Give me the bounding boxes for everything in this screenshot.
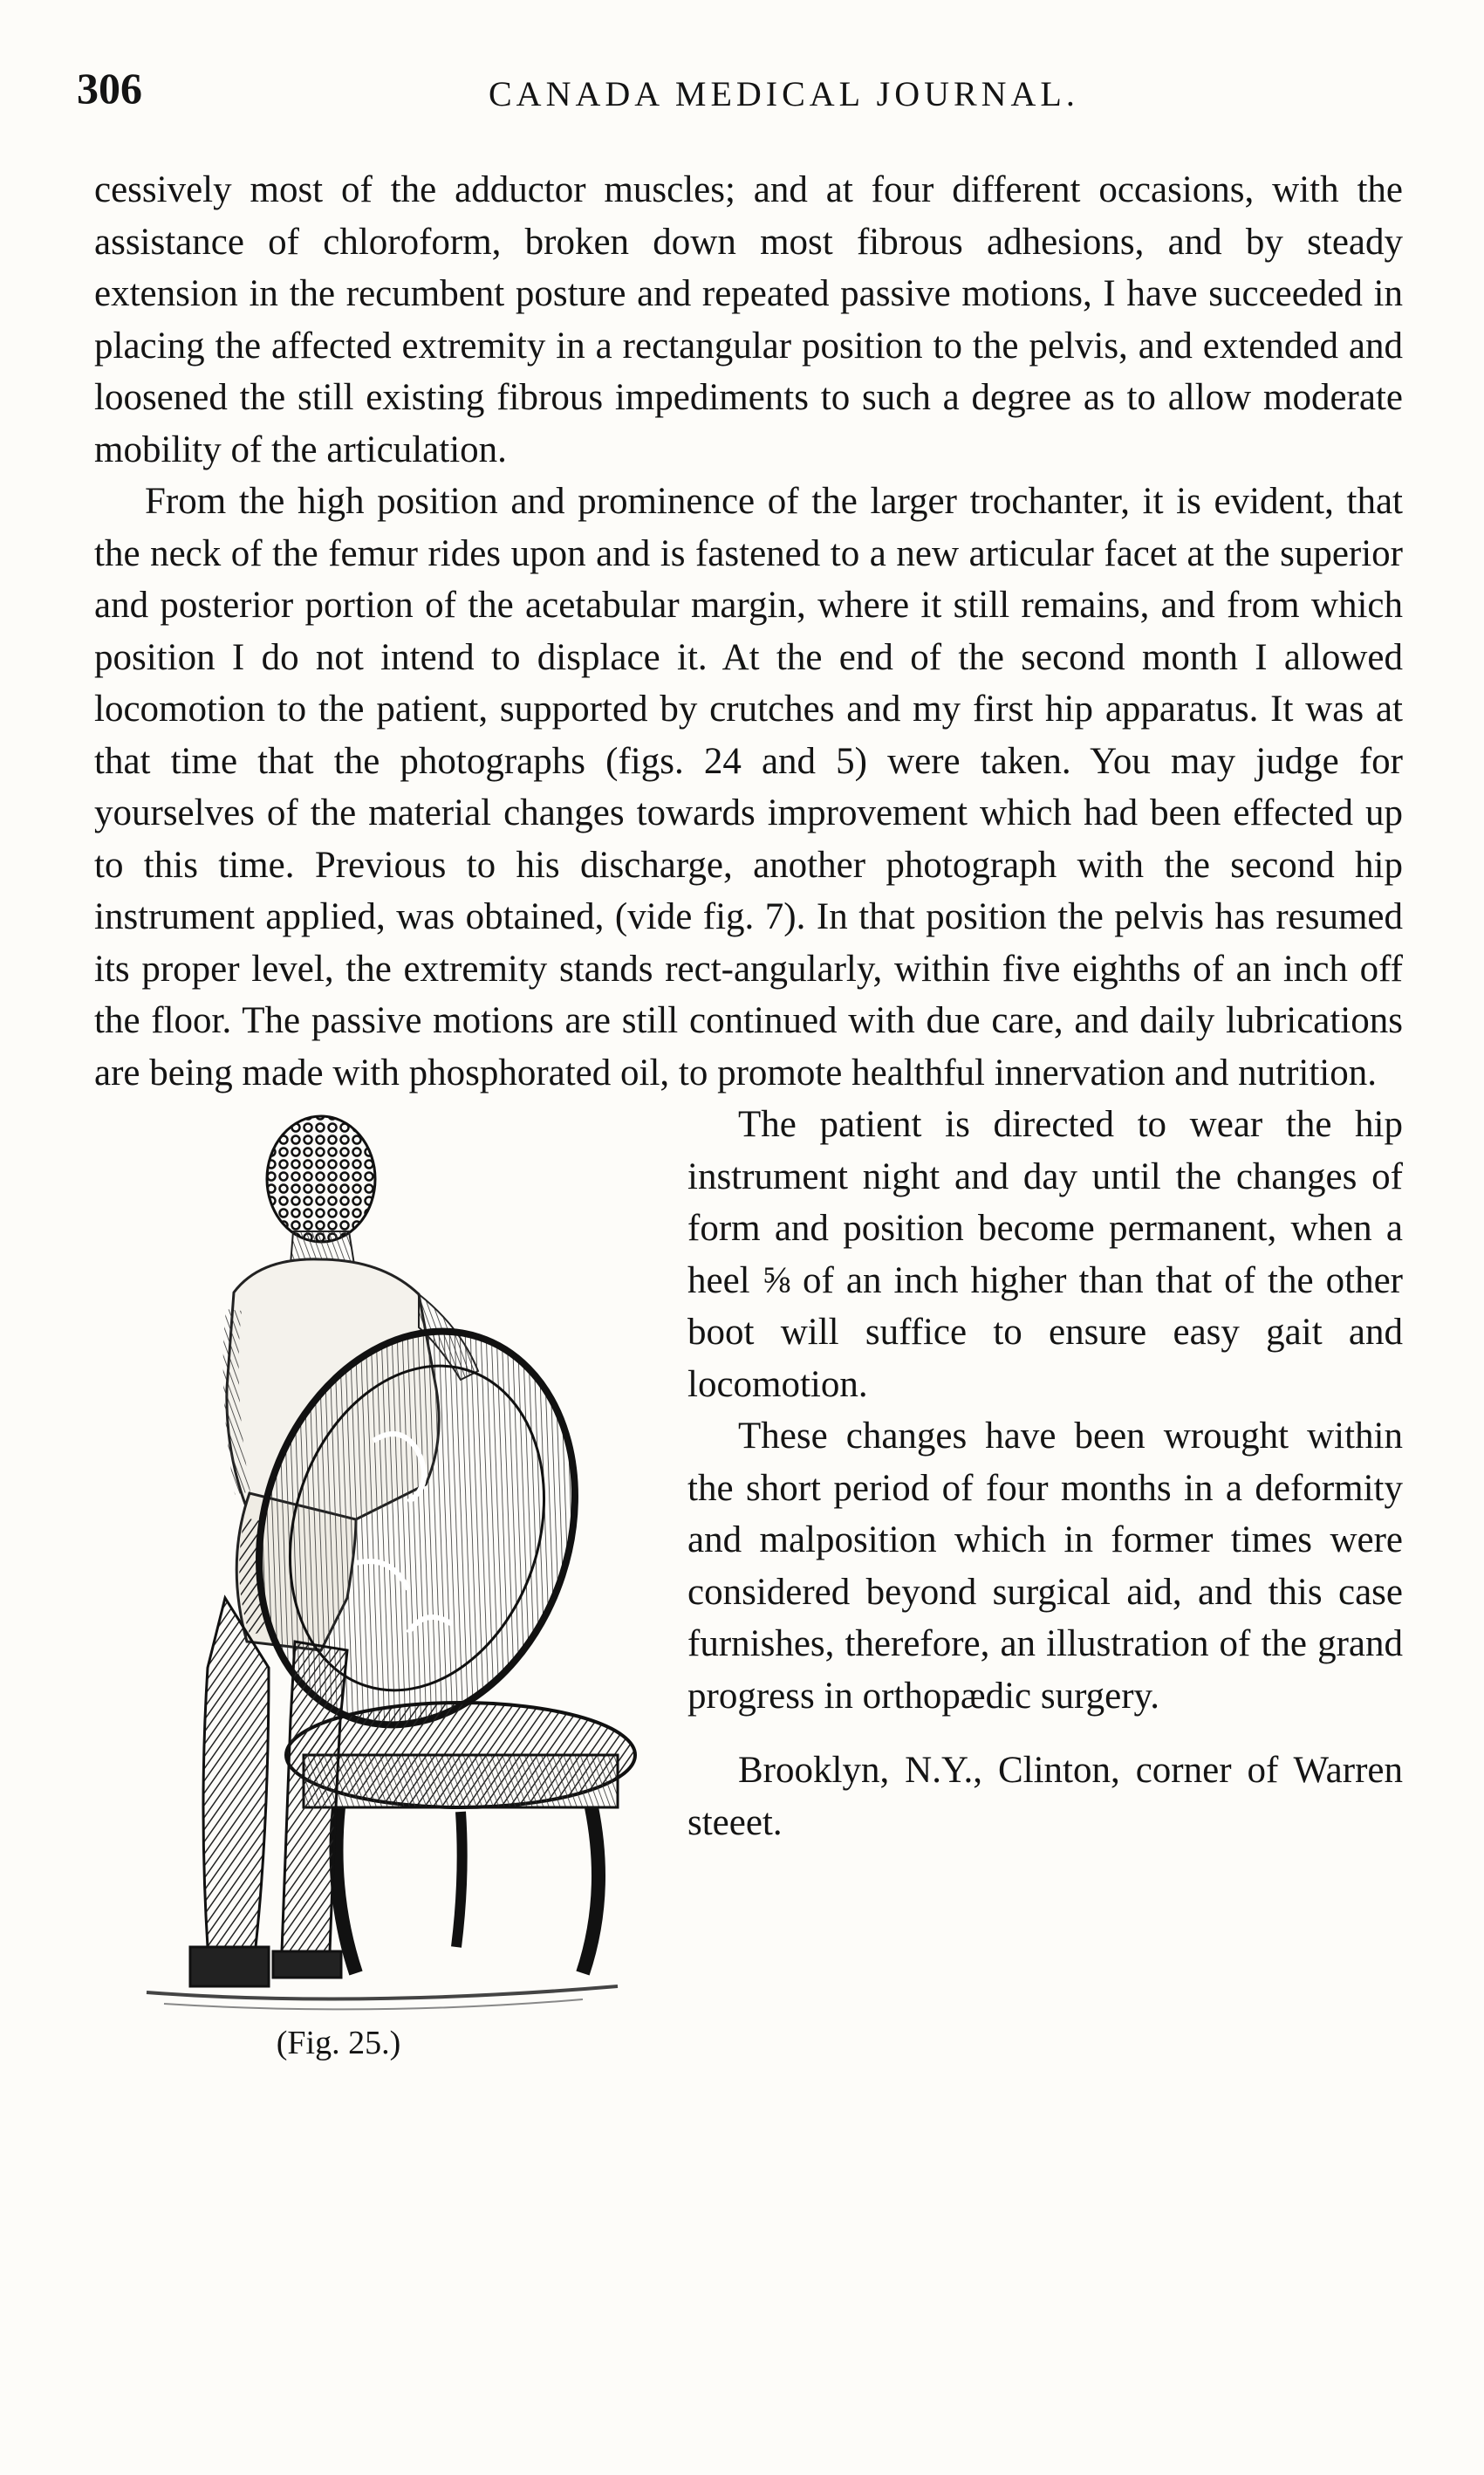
paragraph-2 [94, 476, 1403, 1099]
paragraph-1: cessively most of the adductor muscles; and at four different occasions, with the assistance of chloroform, broken down most fibrous adhesions, and by steady extension in the recumbent posture and repeated passive motions, I have succeeded in placing the affected extremity in a rectangular position to the pelvis, and extended and loosened the still existing fibrous impediments to such a degree as to allow moderate mobility of the articulation. [94, 169, 1403, 470]
figure-caption: (Fig. 25.) [276, 2024, 401, 2061]
paragraph-2-text: From the high position and prominence of the larger trochanter, it is evident, that the neck of the femur rides upon and is fastened to a new articular facet at the superior and posterior portion of the acetabular margin, where it still remains, and from which position I do not intend to displace it. At the end of the second month I allowed locomotion to the patient, supported by crutches and my first hip apparatus. It was at that time that the photographs (figs. 24 and 5) were taken. You may judge for yourselves of the material changes towards improvement which had been effected up to this time. Previous to his discharge, another photograph with the second hip instrument applied, was obtained, (vide fig. 7). In that position the pelvis has resumed its proper level, the extremity stands rect-angularly, within five eighths of an inch off the floor. The passive motions are still continued with due care, and daily lubrications are being made with phosphorated oil, to promote healthful innervation and nutrition. [94, 481, 1403, 1094]
paragraph-3: The patient is directed to wear the hip instrument night and day until the changes of form and position become permanent, when a heel ⅝ of an inch higher than that of the other boot will suffice to ensure easy gait and locomotion. [687, 1104, 1403, 1405]
page-number: 306 [77, 64, 142, 113]
patient-engraving-icon [94, 1109, 661, 2017]
paragraph-4: These changes have been wrought within the short period of four months in a deformity and malposition which in former times were considered beyond surgical aid, and this case furnishes, therefore, an illustration of the grand progress in orthopædic surgery. [687, 1416, 1403, 1717]
journal-title: CANADA MEDICAL JOURNAL. [489, 74, 1079, 113]
author-address: Brooklyn, N.Y., Clinton, corner of Warren steeet. [687, 1750, 1403, 1843]
article-body [94, 164, 1403, 2074]
figure-25 [94, 1109, 661, 2069]
running-head [35, 52, 1396, 131]
